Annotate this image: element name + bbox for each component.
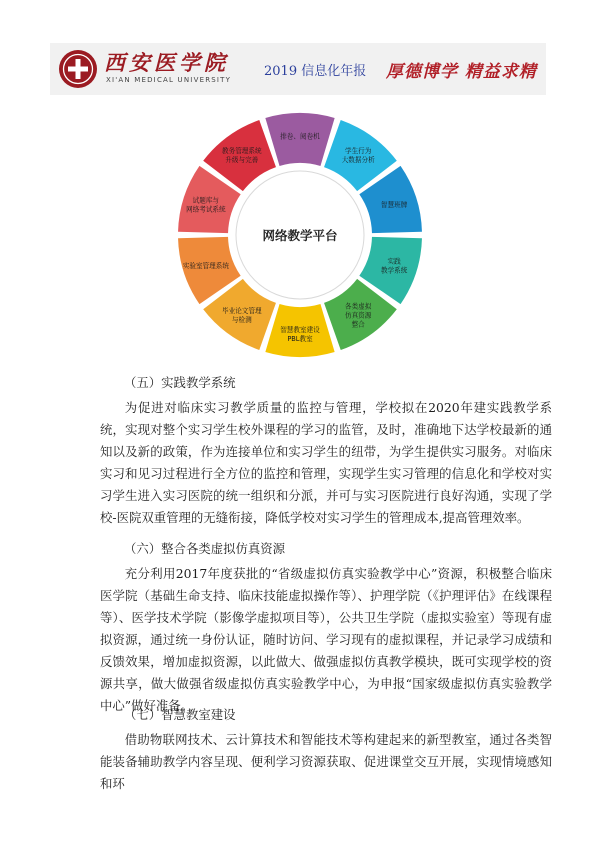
section-body-virtual	[100, 563, 552, 717]
section-body-practice	[100, 397, 552, 529]
paragraph: 为促进对临床实习教学质量的监控与管理，学校拟在2020年建实践教学系统，实现对整个实习学生校外课程的学习的监管，及时，准确地下达学校最新的通知以及新的政策，作为连接单位和实习学生的纽带，为学生提供实习服务。对临床实习和见习过程进行全方位的监控和管理，实现学生实习管理的信息化和学校对实习学生进入实习医院的统一组织和分派，并可与实习医院进行良好沟通，实现了学校-医院双重管理的无缝衔接，降低学校对实习学生的管理成本,提高管理效率。	[100, 400, 552, 525]
ring-segment-label: 排卷、阅卷机	[280, 132, 320, 141]
ring-segment-label: 毕业论文管理与检测	[222, 307, 262, 325]
section-body-smart-classroom	[100, 729, 552, 795]
medical-school-seal-icon	[58, 49, 98, 89]
ring-segment-label: 试题库与网络考试系统	[186, 196, 226, 214]
ring-segment-label: 智慧教室建设 PBL教室	[280, 326, 320, 343]
ring-segment-label: 各类虚拟仿真资源整合	[345, 302, 372, 329]
platform-ring-diagram	[150, 100, 450, 370]
section-heading-practice: （五）实践教学系统	[124, 375, 236, 390]
ring-segment-label: 智慧班牌	[380, 200, 408, 209]
ring-segment-label: 实践教学系统	[380, 257, 408, 275]
section-heading-virtual: （六）整合各类虚拟仿真资源	[124, 541, 286, 556]
ring-segment-label: 教务管理系统升级与完善	[222, 146, 262, 164]
page-header	[50, 43, 546, 95]
paragraph: 借助物联网技术、云计算技术和智能技术等构建起来的新型教室，通过各类智能装备辅助教学内容呈现、便利学习资源获取、促进课堂交互开展，实现情境感知和环	[100, 732, 552, 791]
ring-segment-label: 实验室管理系统	[182, 262, 229, 271]
school-name-en: XI'AN MEDICAL UNIVERSITY	[106, 76, 232, 84]
school-name: 西安医学院	[104, 50, 229, 75]
section-heading-smart-classroom: （七）智慧教室建设	[124, 707, 236, 722]
platform-center-label: 网络教学平台	[262, 228, 338, 243]
ring-segment-label: 学生行为大数据分析	[341, 146, 375, 164]
school-motto: 厚德博学 精益求精	[386, 62, 537, 82]
report-title: 2019 信息化年报	[264, 64, 367, 79]
paragraph: 充分利用2017年度获批的“省级虚拟仿真实验教学中心”资源，积极整合临床医学院（基础生命支持、临床技能虚拟操作等）、护理学院（《护理评估》在线课程等）、医学技术学院（影像学虚拟项目等），公共卫生学院（虚拟实验室）等现有虚拟资源，通过统一身份认证，随时访问、学习现有的虚拟课程，并记录学习成绩和反馈效果，增加虚拟资源，以此做大、做强虚拟仿真教学模块，既可实现学校的资源共享，做大做强省级虚拟仿真实验教学中心，为申报“国家级虚拟仿真实验教学中心”做好准备。	[100, 566, 552, 713]
